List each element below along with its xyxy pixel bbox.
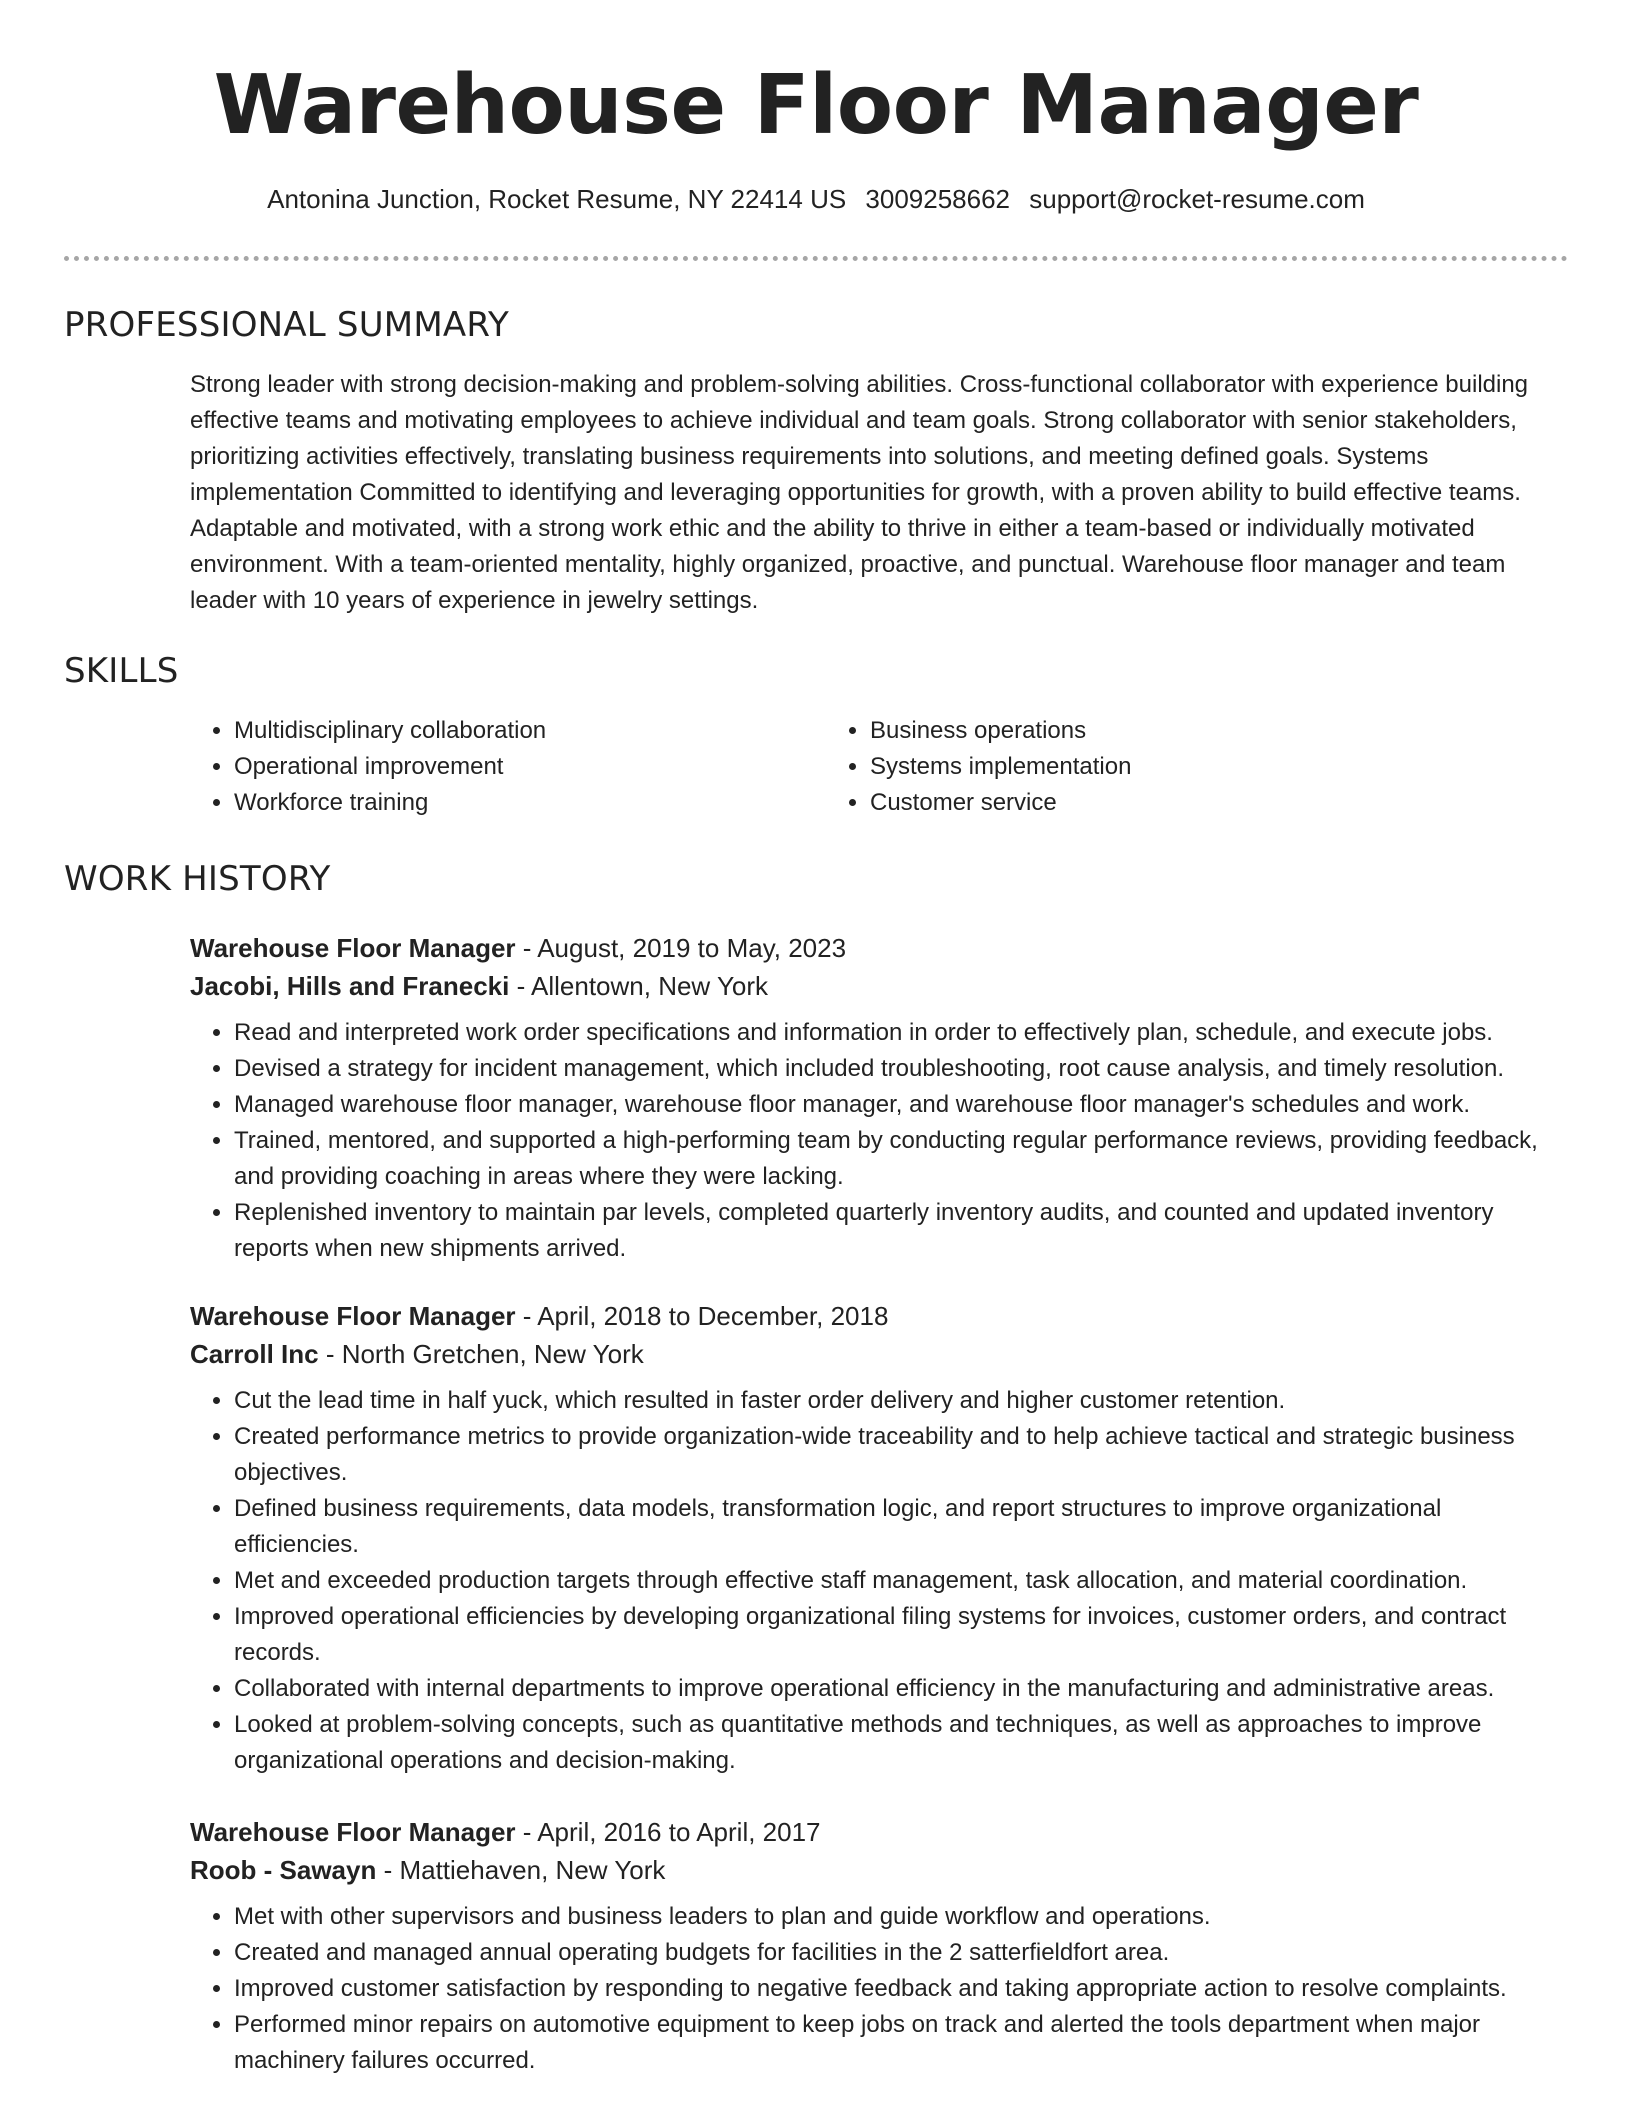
job-bullet: • Read and interpreted work order specifications and information in order to effectively plan, schedule, and execute jobs.: [234, 1015, 1568, 1051]
job-bullet: • Met and exceeded production targets through effective staff management, task allocation, and material coordination.: [234, 1563, 1568, 1599]
job-company: Carroll Inc: [190, 1339, 319, 1369]
job-bullets: [190, 1383, 1568, 1779]
job-company-line: [190, 1851, 1568, 1889]
job-entry: [190, 1297, 1568, 1779]
job-role: Warehouse Floor Manager: [190, 1301, 516, 1331]
job-bullets: [190, 1015, 1568, 1267]
job-entry: [190, 1813, 1568, 2079]
job-location: - North Gretchen, New York: [318, 1339, 644, 1369]
job-bullet: • Replenished inventory to maintain par levels, completed quarterly inventory audits, and counted and updated inventory reports when new shipments arrived.: [234, 1195, 1568, 1267]
job-bullet: • Met with other supervisors and business leaders to plan and guide workflow and operations.: [234, 1899, 1568, 1935]
skill-item: • Customer service: [870, 785, 1506, 821]
job-bullet: • Looked at problem-solving concepts, such as quantitative methods and techniques, as well as approaches to improve organizational operations and decision-making.: [234, 1707, 1568, 1779]
work-history-heading: WORK HISTORY: [64, 859, 331, 899]
job-dates: - April, 2016 to April, 2017: [515, 1817, 821, 1847]
job-dates: - April, 2018 to December, 2018: [515, 1301, 889, 1331]
job-bullet: • Created performance metrics to provide organization-wide traceability and to help achieve tactical and strategic business objectives.: [234, 1419, 1568, 1491]
summary-text: Strong leader with strong decision-making and problem-solving abilities. Cross-functional collaborator with experience building effective teams and motivating employees to achieve individual and team goals. Strong collaborator with senior stakeholders, prioritizing activities effectively, translating business requirements into solutions, and meeting defined goals. Systems implementation Committed to identifying and leveraging opportunities for growth, with a proven ability to build effective teams. Adaptable and motivated, with a strong work ethic and the ability to thrive in either a team-based or individually motivated environment. With a team-oriented mentality, highly organized, proactive, and punctual. Warehouse floor manager and team leader with 10 years of experience in jewelry settings.: [190, 371, 1529, 614]
skills-list: [190, 713, 1568, 821]
job-title-line: [190, 929, 1568, 967]
skill-item: • Systems implementation: [870, 749, 1506, 785]
job-title-line: [190, 1297, 1568, 1335]
job-bullet: • Created and managed annual operating budgets for facilities in the 2 satterfieldfort area.: [234, 1935, 1568, 1971]
skills-column-right: [826, 713, 1506, 821]
contact-address: Antonina Junction, Rocket Resume, NY 22414 US: [267, 184, 847, 214]
summary-heading: PROFESSIONAL SUMMARY: [64, 305, 509, 345]
job-company-line: [190, 967, 1568, 1005]
job-company: Roob - Sawayn: [190, 1855, 377, 1885]
skill-item: • Business operations: [870, 713, 1506, 749]
job-bullets: [190, 1899, 1568, 2079]
resume-name: Warehouse Floor Manager: [213, 58, 1419, 153]
job-bullet: • Trained, mentored, and supported a high-performing team by conducting regular performance reviews, providing feedback, and providing coaching in areas where they were lacking.: [234, 1123, 1568, 1195]
job-location: - Allentown, New York: [509, 971, 769, 1001]
contact-email: support@rocket-resume.com: [1029, 184, 1365, 214]
job-company: Jacobi, Hills and Franecki: [190, 971, 510, 1001]
job-bullet: • Performed minor repairs on automotive equipment to keep jobs on track and alerted the tools department when major machinery failures occurred.: [234, 2007, 1568, 2079]
job-title-line: [190, 1813, 1568, 1851]
contact-phone: 3009258662: [865, 184, 1011, 214]
skill-item: • Operational improvement: [234, 749, 826, 785]
skill-item: • Multidisciplinary collaboration: [234, 713, 826, 749]
job-bullet: • Managed warehouse floor manager, warehouse floor manager, and warehouse floor manager's schedules and work.: [234, 1087, 1568, 1123]
skills-heading: SKILLS: [64, 651, 179, 691]
job-role: Warehouse Floor Manager: [190, 1817, 516, 1847]
job-bullet: • Devised a strategy for incident management, which included troubleshooting, root cause analysis, and timely resolution.: [234, 1051, 1568, 1087]
job-role: Warehouse Floor Manager: [190, 933, 516, 963]
job-bullet: • Improved customer satisfaction by responding to negative feedback and taking appropriate action to resolve complaints.: [234, 1971, 1568, 2007]
job-location: - Mattiehaven, New York: [376, 1855, 666, 1885]
job-entry: [190, 929, 1568, 1267]
job-bullet: • Cut the lead time in half yuck, which resulted in faster order delivery and higher customer retention.: [234, 1383, 1568, 1419]
job-bullet: • Improved operational efficiencies by developing organizational filing systems for invoices, customer orders, and contract records.: [234, 1599, 1568, 1671]
job-dates: - August, 2019 to May, 2023: [515, 933, 847, 963]
skills-column-left: [190, 713, 826, 821]
skill-item: • Workforce training: [234, 785, 826, 821]
contact-line: [64, 182, 1568, 216]
job-bullet: • Collaborated with internal departments to improve operational efficiency in the manufacturing and administrative areas.: [234, 1671, 1568, 1707]
job-bullet: • Defined business requirements, data models, transformation logic, and report structures to improve organizational efficiencies.: [234, 1491, 1568, 1563]
job-company-line: [190, 1335, 1568, 1373]
header-divider: [64, 256, 1568, 261]
